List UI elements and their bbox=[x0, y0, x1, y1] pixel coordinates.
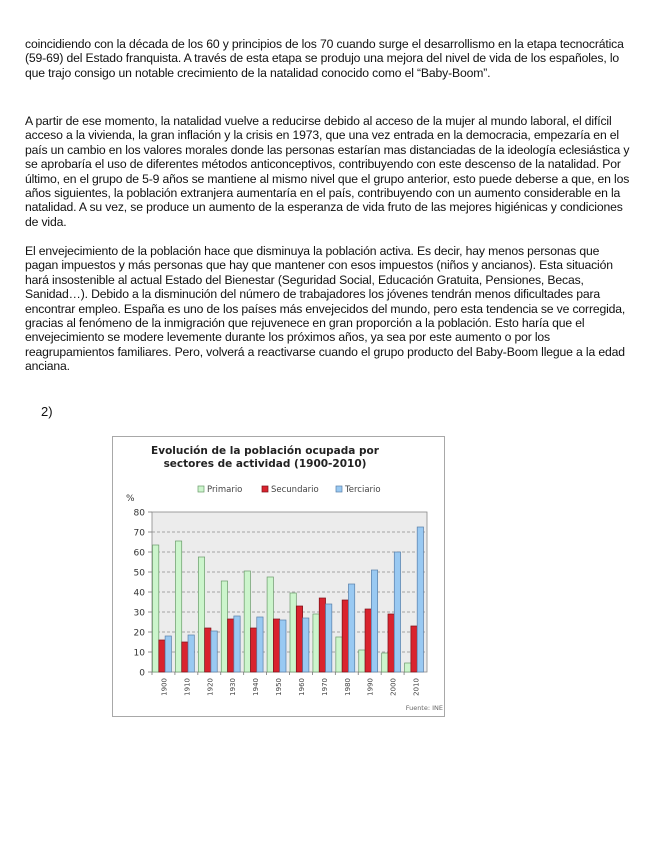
chart-title-line-2: sectores de actividad (1900-2010) bbox=[163, 458, 367, 470]
x-tick-label: 1900 bbox=[160, 678, 169, 696]
bar-secundario-1940 bbox=[250, 628, 256, 672]
y-tick-label: 50 bbox=[133, 568, 145, 579]
paragraph-3: El envejecimiento de la población hace que disminuya la población activa. Es decir, hay menos personas que pagan impuestos y más personas que hay que mantener con esos impuestos (niños y ancianos). Esta situación hará insostenible al actual Estado del Bienestar (Seguridad Social, Educación Gratuita, Pensiones, Becas, Sanidad…). Debido a la disminución del número de trabajadores los jóvenes tendrán menos dificultades para encontrar empleo. España es uno de los países más envejecidos del mundo, pero esta tendencia se ve corregida, gracias al fenómeno de la inmigración que rejuvenece en gran proporción a la población. Esto haría que el envejecimiento se modere levemente durante los próximos años, ya sea por este aumento o por los reagrupamientos familiares. Pero, volverá a reactivarse cuando el grupo producto del Baby-Boom llegue a la edad anciana. bbox=[25, 244, 626, 374]
y-tick-label: 20 bbox=[133, 628, 145, 639]
paragraph-2: A partir de ese momento, la natalidad vuelve a reducirse debido al acceso de la mujer al mundo laboral, el difícil acceso a la vivienda, la gran inflación y la crisis en 1973, que una vez entrada en la democracia, empezaría en el país un cambio en los valores morales donde las personas estarían mas distanciadas de la ideología eclesiástica y se aprobaría el uso de diferentes métodos anticonceptivos, contribuyendo con este descenso de la natalidad. Por último, en el grupo de 5-9 años se mantiene al mismo nivel que el grupo anterior, esto puede deberse a que, en los años siguientes, la población extranjera aumentaría en el país, contribuyendo con un aumento considerable en la natalidad. A su vez, se produce un aumento de la esperanza de vida fruto de las mejores higiénicas y condiciones de vida. bbox=[25, 114, 630, 229]
bar-secundario-1950 bbox=[273, 619, 279, 672]
x-tick-label: 2010 bbox=[412, 678, 421, 696]
bar-primario-1990 bbox=[359, 650, 365, 672]
bar-secundario-1960 bbox=[296, 606, 302, 672]
bar-terciario-1930 bbox=[234, 616, 240, 672]
bar-terciario-1970 bbox=[326, 604, 332, 672]
paragraph-1: coincidiendo con la década de los 60 y principios de los 70 cuando surge el desarrollismo en la etapa tecnocrática (59-69) del Estado franquista. A través de esta etapa se produjo una mejora del nivel de vida de los españoles, lo que trajo consigo un notable crecimiento de la natalidad conocido como el “Baby-Boom”. bbox=[25, 37, 624, 80]
x-tick-label: 1990 bbox=[366, 678, 375, 696]
bar-terciario-1950 bbox=[280, 620, 286, 672]
bar-terciario-1910 bbox=[188, 635, 194, 672]
bar-primario-2000 bbox=[382, 653, 388, 672]
x-tick-label: 1930 bbox=[229, 678, 238, 696]
bar-secundario-1970 bbox=[319, 598, 325, 672]
bar-terciario-2000 bbox=[394, 552, 400, 672]
x-tick-label: 1950 bbox=[275, 678, 284, 696]
bar-primario-1920 bbox=[198, 557, 204, 672]
legend-swatch-terciario bbox=[336, 486, 342, 492]
y-tick-label: 70 bbox=[133, 528, 145, 539]
bar-terciario-2010 bbox=[417, 527, 423, 672]
chart-title-line-1: Evolución de la población ocupada por bbox=[151, 445, 379, 457]
chart-source: Fuente: INE bbox=[405, 704, 443, 712]
bar-primario-1950 bbox=[267, 577, 273, 672]
x-tick-label: 1960 bbox=[297, 678, 306, 696]
bar-primario-1900 bbox=[153, 545, 159, 672]
item-number: 2) bbox=[41, 404, 53, 419]
x-tick-label: 2000 bbox=[389, 678, 398, 696]
legend-label-primario: Primario bbox=[207, 485, 243, 495]
bar-secundario-1900 bbox=[159, 640, 165, 672]
bar-secundario-2010 bbox=[411, 626, 417, 672]
bar-primario-1980 bbox=[336, 637, 342, 672]
legend-swatch-primario bbox=[198, 486, 204, 492]
bar-terciario-1990 bbox=[371, 570, 377, 672]
bar-secundario-1930 bbox=[228, 619, 234, 672]
bar-primario-1940 bbox=[244, 571, 250, 672]
bar-primario-1910 bbox=[175, 541, 181, 672]
bar-secundario-2000 bbox=[388, 614, 394, 672]
bar-secundario-1910 bbox=[182, 642, 188, 672]
chart-legend bbox=[198, 485, 381, 495]
plot-area bbox=[134, 509, 427, 696]
y-tick-label: 40 bbox=[133, 588, 145, 599]
x-tick-label: 1910 bbox=[183, 678, 192, 696]
bar-terciario-1960 bbox=[303, 618, 309, 672]
legend-swatch-secundario bbox=[262, 486, 268, 492]
x-tick-label: 1920 bbox=[206, 678, 215, 696]
bar-secundario-1990 bbox=[365, 609, 371, 672]
bar-secundario-1920 bbox=[205, 628, 211, 672]
bar-terciario-1940 bbox=[257, 617, 263, 672]
legend-label-terciario: Terciario bbox=[345, 485, 381, 495]
bar-primario-1970 bbox=[313, 614, 319, 672]
y-tick-label: 10 bbox=[133, 648, 145, 659]
bar-secundario-1980 bbox=[342, 600, 348, 672]
y-tick-label: 60 bbox=[133, 548, 145, 559]
x-tick-label: 1970 bbox=[320, 678, 329, 696]
bar-primario-1960 bbox=[290, 593, 296, 672]
bar-primario-2010 bbox=[405, 663, 411, 672]
y-axis-label: % bbox=[126, 494, 135, 504]
legend-label-secundario: Secundario bbox=[271, 485, 319, 495]
bar-terciario-1900 bbox=[165, 636, 171, 672]
y-tick-label: 0 bbox=[139, 668, 145, 679]
y-tick-label: 30 bbox=[133, 608, 145, 619]
bar-terciario-1980 bbox=[348, 584, 354, 672]
bar-terciario-1920 bbox=[211, 631, 217, 672]
x-tick-label: 1940 bbox=[252, 678, 261, 696]
y-tick-label: 80 bbox=[133, 508, 145, 519]
bar-primario-1930 bbox=[221, 581, 227, 672]
x-tick-label: 1980 bbox=[343, 678, 352, 696]
